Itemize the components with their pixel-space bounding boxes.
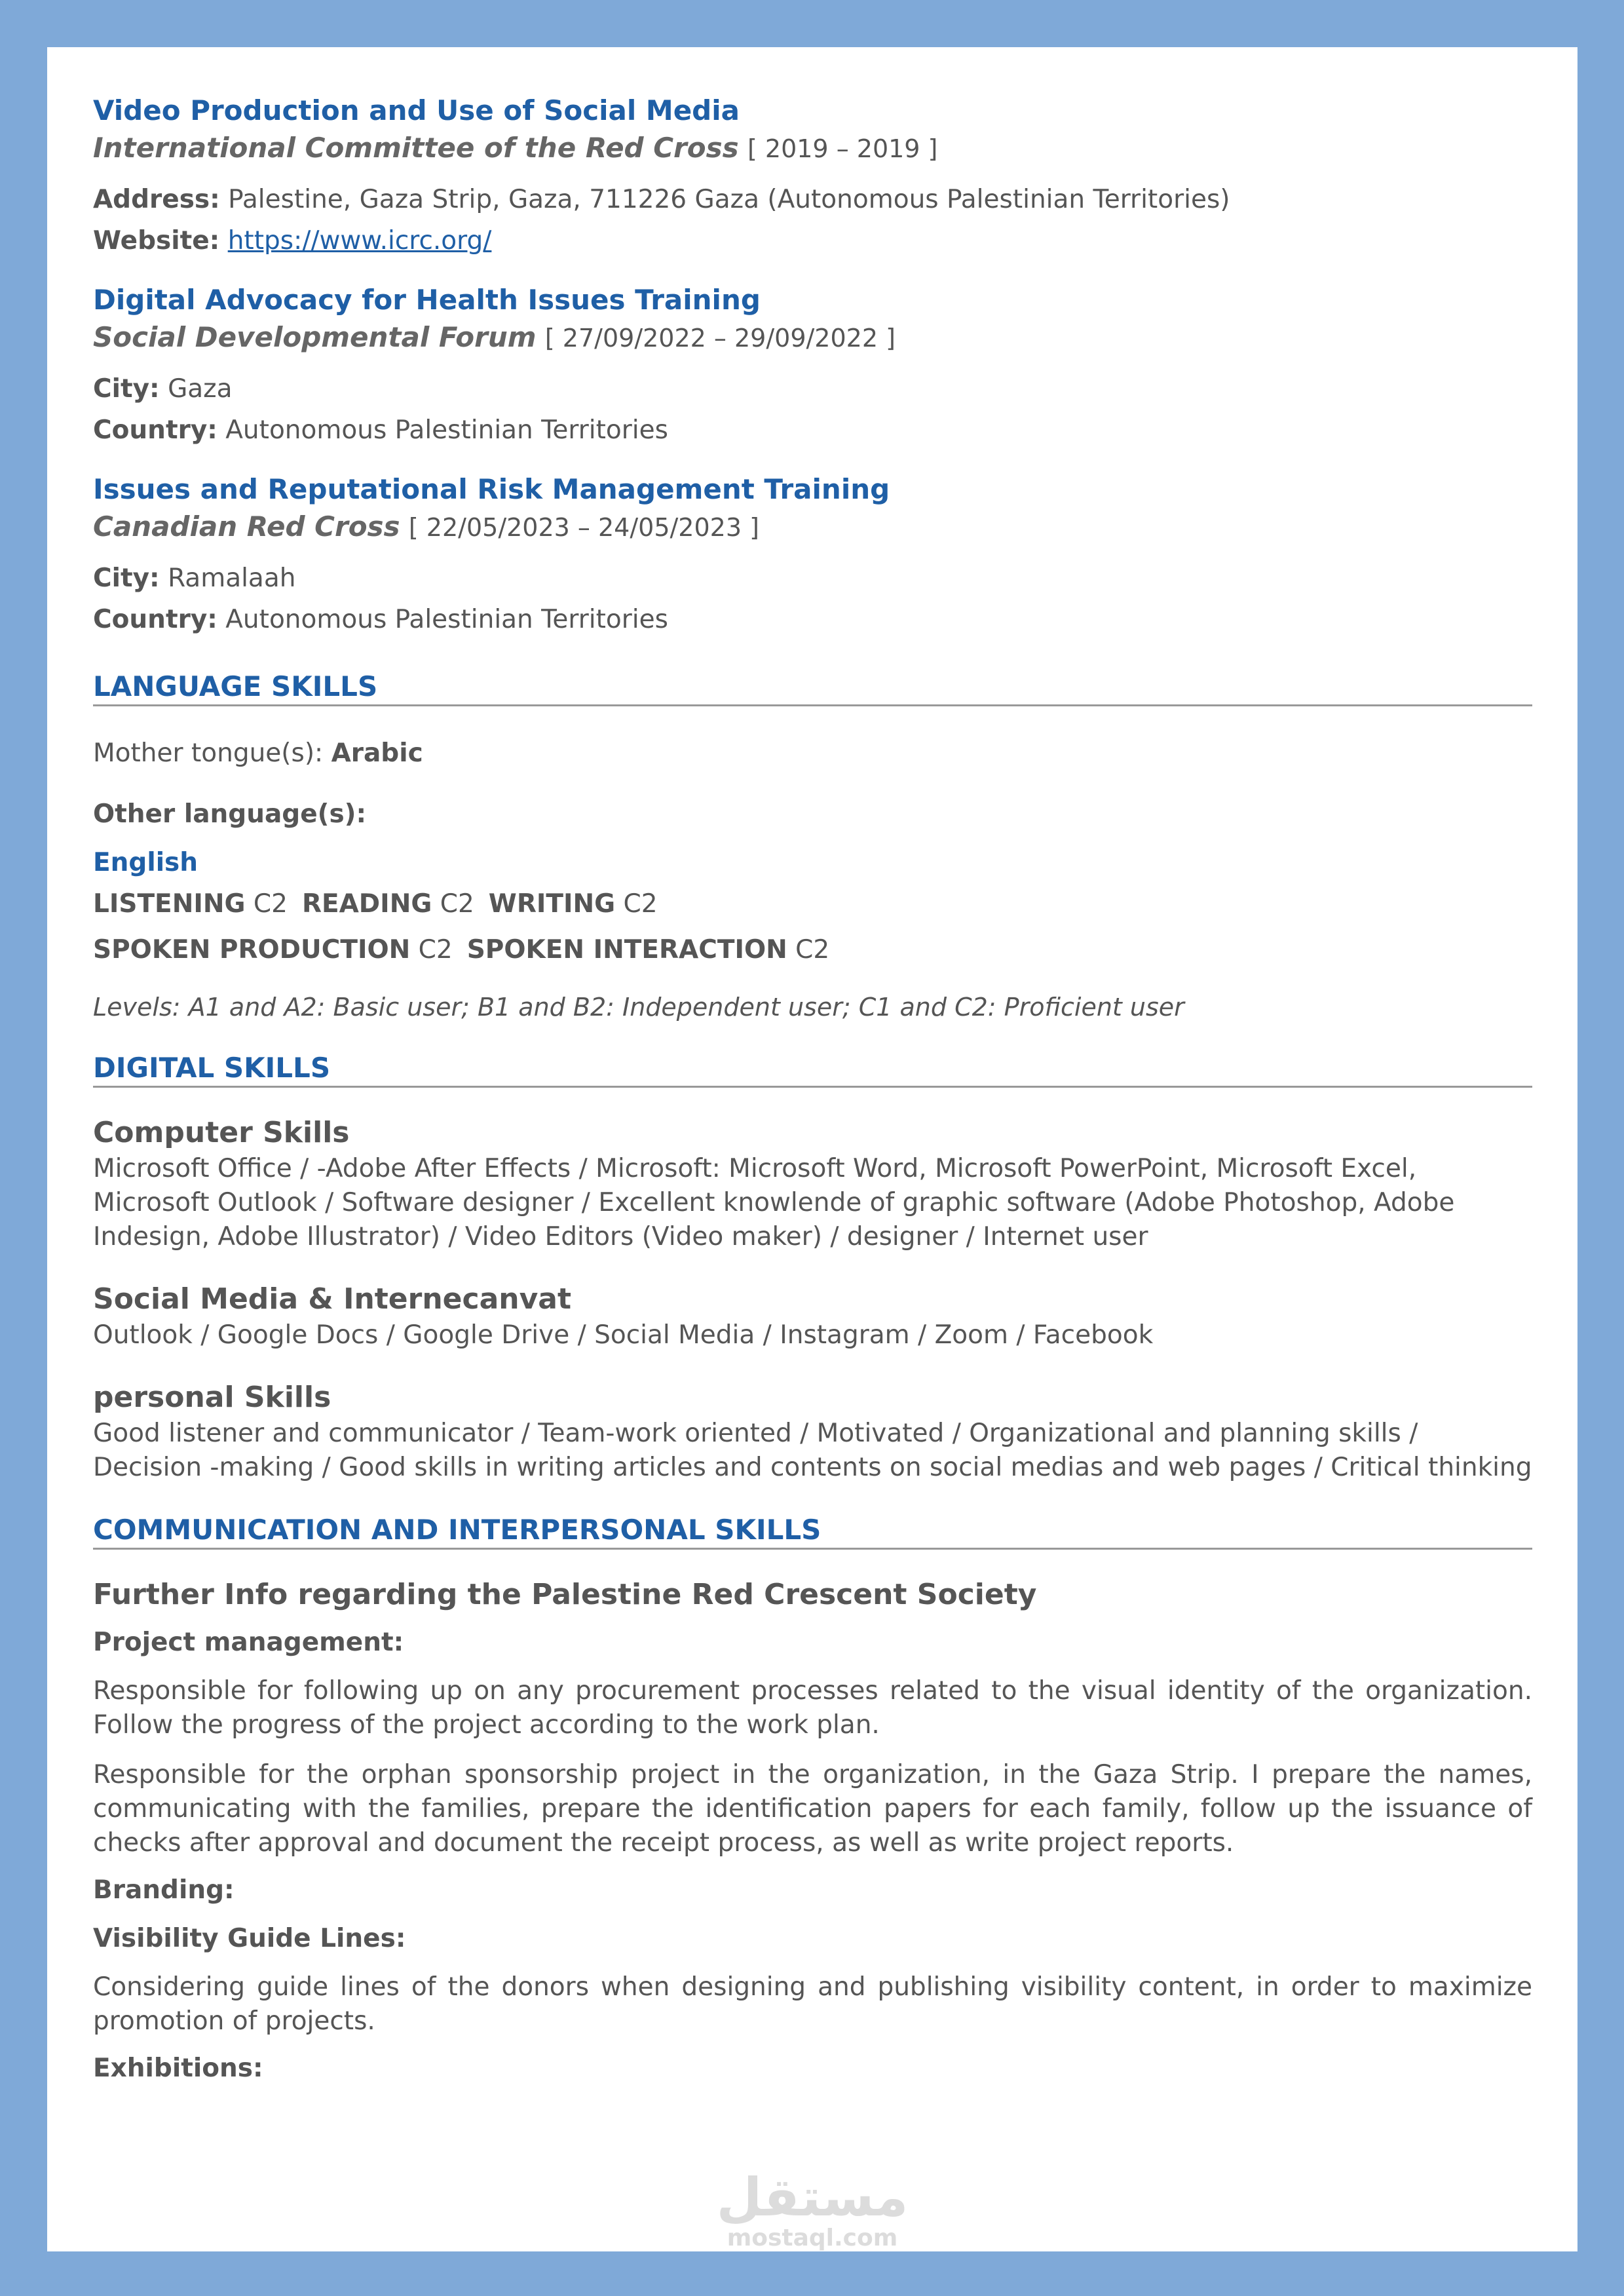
section-heading-communication: COMMUNICATION AND INTERPERSONAL SKILLS xyxy=(93,1512,1532,1550)
skill-group-text: Good listener and communicator / Team-work oriented / Motivated / Organizational and planning skills / Decision -making / Good skills in writing articles and contents on social medias and web pages / Critical thinking xyxy=(93,1419,1532,1482)
levels-note: Levels: A1 and A2: Basic user; B1 and B2: Independent user; C1 and C2: Proficient user xyxy=(93,993,1184,1022)
skill-group-text: Microsoft Office / -Adobe After Effects / Microsoft: Microsoft Word, Microsoft PowerPoint, Microsoft Excel, Microsoft Outlook / Software designer / Excellent knowlende of graphic software (Adobe Photoshop, Adobe Indesign, Adobe Illustrator) / Video Editors (Video maker) / designer / Internet user xyxy=(93,1154,1455,1252)
writing-level: C2 xyxy=(623,889,658,919)
training-organization-line xyxy=(93,508,1532,546)
training-dates: [ 27/09/2022 – 29/09/2022 ] xyxy=(544,324,896,353)
section-heading-language: LANGUAGE SKILLS xyxy=(93,669,1532,706)
reading-level: C2 xyxy=(440,889,474,919)
website-link[interactable]: https://www.icrc.org/ xyxy=(227,226,492,256)
city-value: Ramalaah xyxy=(168,564,296,593)
website-label: Website: xyxy=(93,226,220,256)
address-line xyxy=(93,179,1532,220)
training-entry xyxy=(93,470,1532,640)
spoken-interaction-label: SPOKEN INTERACTION xyxy=(466,935,787,965)
mother-tongue-label: Mother tongue(s): xyxy=(93,738,324,768)
training-organization-line xyxy=(93,319,1532,356)
section-heading-digital: DIGITAL SKILLS xyxy=(93,1050,1532,1088)
listening-level: C2 xyxy=(253,889,288,919)
watermark-latin: mostaql.com xyxy=(727,2225,898,2251)
country-line xyxy=(93,410,1532,451)
page-frame-left-accent xyxy=(0,47,47,185)
city-line xyxy=(93,558,1532,599)
communication-subheading: Further Info regarding the Palestine Red Crescent Society xyxy=(93,1578,1037,1611)
writing-label: WRITING xyxy=(488,889,616,919)
page-frame-right-accent xyxy=(1577,47,1624,185)
training-title: Digital Advocacy for Health Issues Training xyxy=(93,284,761,316)
training-organization: Social Developmental Forum xyxy=(93,321,537,353)
country-line xyxy=(93,599,1532,640)
spoken-production-level: C2 xyxy=(418,935,453,965)
mother-tongue-value: Arabic xyxy=(331,738,423,768)
project-management-text: Responsible for following up on any procurement processes related to the visual identity of the organization. Follow the progress of the project according to the work plan. xyxy=(93,1676,1532,1740)
training-organization: Canadian Red Cross xyxy=(93,510,400,543)
exhibitions-label: Exhibitions: xyxy=(93,2054,263,2083)
city-label: City: xyxy=(93,564,160,593)
branding-label: Branding: xyxy=(93,1875,235,1905)
page-frame-top xyxy=(0,0,1624,47)
training-entry xyxy=(93,281,1532,451)
language-name: English xyxy=(93,848,198,877)
cv-page xyxy=(47,47,1577,2251)
visibility-text: Considering guide lines of the donors when designing and publishing visibility content, in order to maximize promotion of projects. xyxy=(93,1972,1532,2036)
project-management-label: Project management: xyxy=(93,1628,404,1657)
city-line xyxy=(93,368,1532,410)
visibility-label: Visibility Guide Lines: xyxy=(93,1924,406,1953)
training-title: Video Production and Use of Social Media xyxy=(93,94,740,126)
watermark-arabic: مستقل xyxy=(716,2167,909,2228)
training-organization: International Committee of the Red Cross xyxy=(93,132,739,164)
reading-label: READING xyxy=(301,889,432,919)
skill-group-text: Outlook / Google Docs / Google Drive / Social Media / Instagram / Zoom / Facebook xyxy=(93,1320,1154,1350)
address-label: Address: xyxy=(93,185,220,214)
skill-group-title: Social Media & Internecanvat xyxy=(93,1282,572,1316)
country-label: Country: xyxy=(93,605,217,634)
training-dates: [ 22/05/2023 – 24/05/2023 ] xyxy=(408,513,759,542)
cv-content xyxy=(93,92,1532,2086)
listening-label: LISTENING xyxy=(93,889,246,919)
city-value: Gaza xyxy=(168,374,233,404)
project-management-text: Responsible for the orphan sponsorship project in the organization, in the Gaza Strip. I prepare the names, communicating with the families, prepare the identification papers for each family, follow up the issuance of checks after approval and document the receipt process, as well as write project reports. xyxy=(93,1760,1532,1858)
skill-group-title: Computer Skills xyxy=(93,1116,350,1149)
skill-group-title: personal Skills xyxy=(93,1381,331,1414)
city-label: City: xyxy=(93,374,160,404)
training-title: Issues and Reputational Risk Management Training xyxy=(93,473,890,505)
language-levels-row-2 xyxy=(93,926,1532,974)
country-value: Autonomous Palestinian Territories xyxy=(225,605,668,634)
other-languages-label: Other language(s): xyxy=(93,799,367,829)
mostaql-watermark xyxy=(711,2167,914,2251)
training-entry xyxy=(93,92,1532,261)
language-levels-row-1 xyxy=(93,880,1532,928)
country-label: Country: xyxy=(93,415,217,445)
training-dates: [ 2019 – 2019 ] xyxy=(747,134,938,163)
training-organization-line xyxy=(93,130,1532,167)
website-line xyxy=(93,220,1532,261)
spoken-interaction-level: C2 xyxy=(795,935,830,965)
spoken-production-label: SPOKEN PRODUCTION xyxy=(93,935,411,965)
mother-tongue-line xyxy=(93,733,1532,774)
address-value: Palestine, Gaza Strip, Gaza, 711226 Gaza (Autonomous Palestinian Territories) xyxy=(228,185,1230,214)
country-value: Autonomous Palestinian Territories xyxy=(225,415,668,445)
